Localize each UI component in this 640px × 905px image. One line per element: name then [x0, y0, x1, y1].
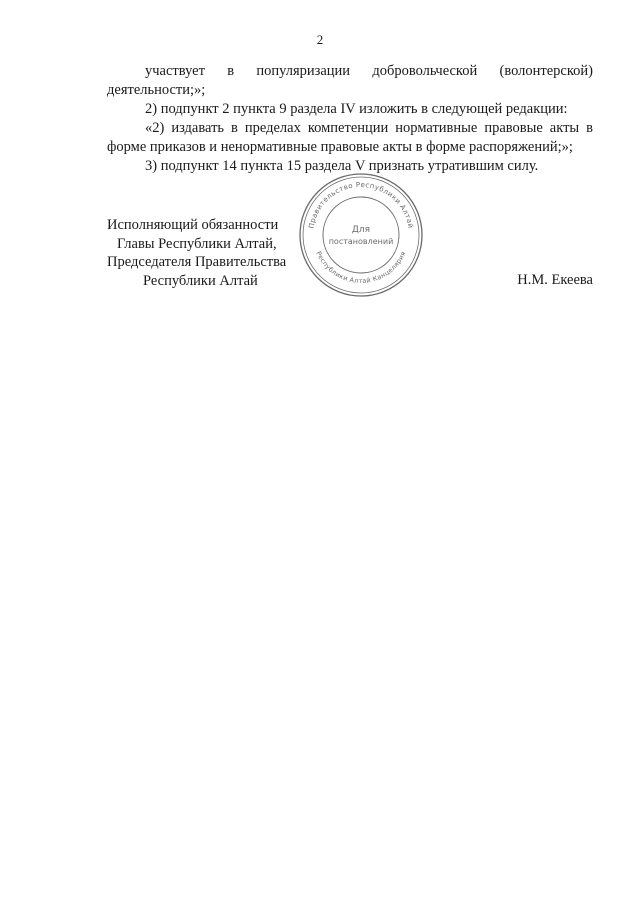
- signature-title-block: [107, 216, 307, 290]
- signer-position-line: Председателя Правительства: [107, 254, 287, 270]
- signer-position-line: Республики Алтай: [143, 272, 258, 289]
- signer-position-line: Исполняющий обязанности: [107, 217, 279, 233]
- stamp-ring-text: Правительство Республики Алтай: [307, 180, 415, 230]
- svg-text:Правительство Республики Алтай: [307, 181, 414, 229]
- document-body: [107, 62, 593, 176]
- paragraph-text: «2) издавать в пределах компетенции нормативные правовые акты в форме приказов и ненормативные правовые акты в форме распоряжений;»;: [107, 120, 593, 155]
- paragraph-text: 3) подпункт 14 пункта 15 раздела V признать утратившим силу.: [145, 158, 539, 174]
- page-number: 2: [316, 32, 324, 47]
- paragraph-1-part-a: [107, 62, 593, 100]
- paragraph-text: 2) подпункт 2 пункта 9 раздела IV изложить в следующей редакции:: [145, 101, 568, 117]
- paragraph-text: участвует в популяризации добровольческой (волонтерской) деятельности;»;: [107, 63, 593, 98]
- paragraph-2: [107, 100, 593, 119]
- official-seal-stamp: [298, 172, 424, 298]
- paragraph-3: [107, 119, 593, 157]
- signer-name: Н.М. Екеева: [517, 272, 593, 288]
- stamp-ring-bottom-text: Республики Алтай Канцелярия: [314, 250, 408, 286]
- stamp-center-line-2: постановлений: [328, 237, 394, 246]
- signer-position-line: Главы Республики Алтай,: [117, 235, 277, 252]
- stamp-center-line-1: Для: [351, 225, 371, 235]
